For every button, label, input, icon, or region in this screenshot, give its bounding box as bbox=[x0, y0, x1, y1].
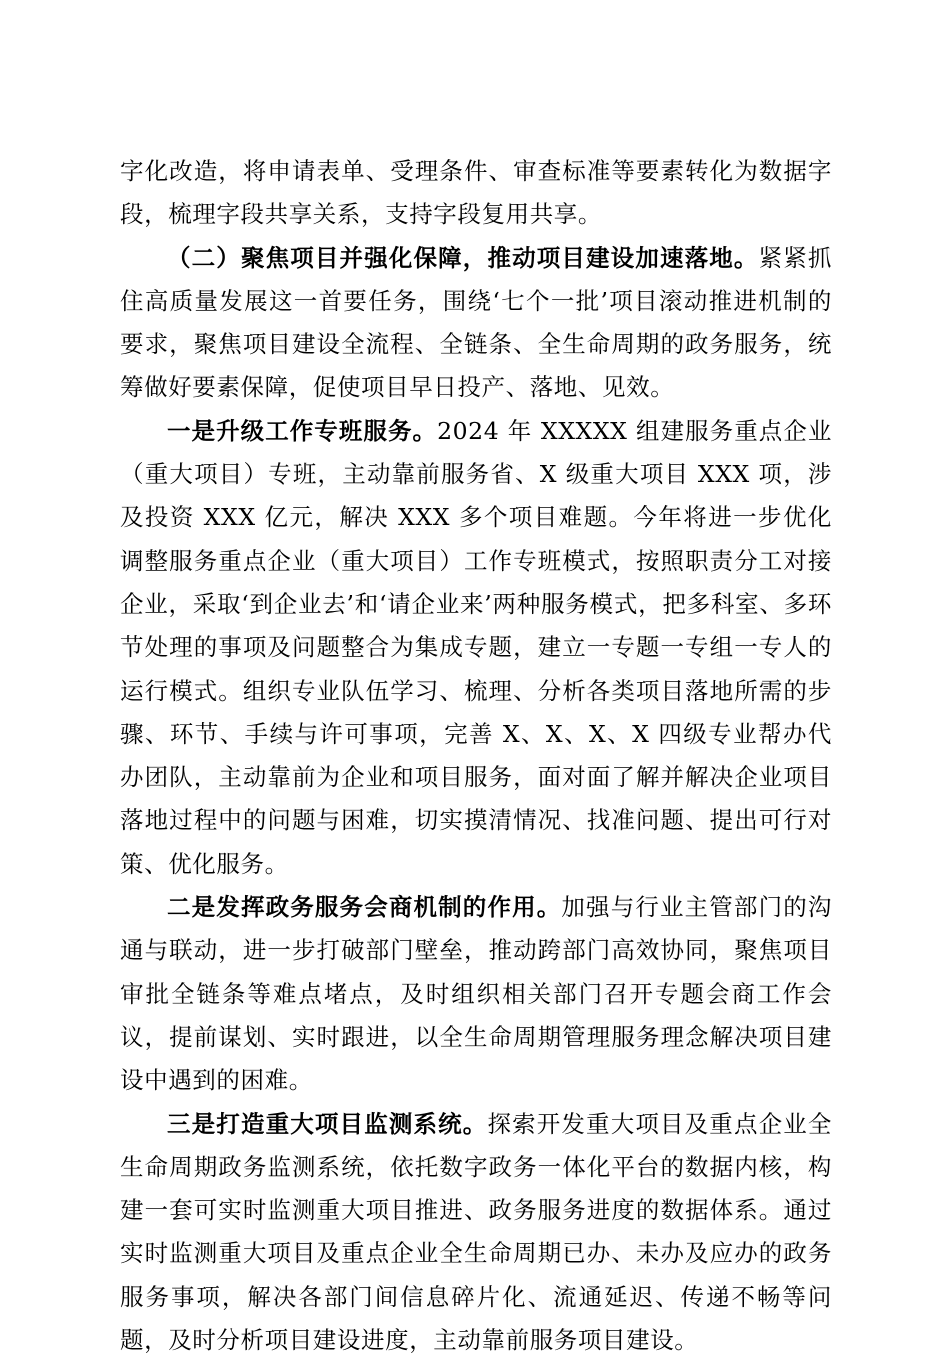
point-heading: 一是升级工作专班服务。 bbox=[167, 416, 438, 445]
paragraph-text: 紧紧抓住高质量发展这一首要任务，围绕‘七个一批’项目滚动推进机制的要求，聚焦项目建设全流程、全链条、全生命周期的政务服务，统筹做好要素保障，促使项目早日投产、落地、见效。 bbox=[120, 243, 832, 402]
section-heading: （二）聚焦项目并强化保障，推动项目建设加速落地。 bbox=[167, 243, 759, 272]
paragraph-text: 字化改造，将申请表单、受理条件、审查标准等要素转化为数据字段，梳理字段共享关系，支持字段复用共享。 bbox=[120, 157, 832, 229]
paragraph-point-two bbox=[120, 886, 832, 1102]
document-page bbox=[120, 150, 832, 1362]
paragraph-section-two bbox=[120, 237, 832, 410]
paragraph-point-three bbox=[120, 1103, 832, 1362]
paragraph-text: 探索开发重大项目及重点企业全生命周期政务监测系统，依托数字政务一体化平台的数据内核，构建一套可实时监测重大项目推进、政务服务进度的数据体系。通过实时监测重大项目及重点企业全生命周期已办、未办及应办的政务服务事项，解决各部门间信息碎片化、流通延迟、传递不畅等问题，及时分析项目建设进度，主动靠前服务项目建设。 bbox=[120, 1109, 832, 1355]
paragraph-text: 2024 年 XXXXX 组建服务重点企业（重大项目）专班，主动靠前服务省、X 级重大项目 XXX 项，涉及投资 XXX 亿元，解决 XXX 多个项目难题。今年将进一步优化调整服务重点企业（重大项目）工作专班模式，按照职责分工对接企业，采取‘到企业去’和‘请企业来’两种服务模式，把多科室、多环节处理的事项及问题整合为集成专题，建立一专题一专组一专人的运行模式。组织专业队伍学习、梳理、分析各类项目落地所需的步骤、环节、手续与许可事项，完善 X、X、X、X 四级专业帮办代办团队，主动靠前为企业和项目服务，面对面了解并解决企业项目落地过程中的问题与困难，切实摸清情况、找准问题、提出可行对策、优化服务。 bbox=[120, 416, 832, 878]
paragraph-point-one bbox=[120, 410, 832, 886]
point-heading: 三是打造重大项目监测系统。 bbox=[167, 1109, 488, 1138]
paragraph-continuation bbox=[120, 150, 832, 237]
paragraph-text: 加强与行业主管部门的沟通与联动，进一步打破部门壁垒，推动跨部门高效协同，聚焦项目审批全链条等难点堵点，及时组织相关部门召开专题会商工作会议，提前谋划、实时跟进，以全生命周期管理服务理念解决项目建设中遇到的困难。 bbox=[120, 893, 832, 1095]
point-heading: 二是发挥政务服务会商机制的作用。 bbox=[167, 893, 562, 922]
